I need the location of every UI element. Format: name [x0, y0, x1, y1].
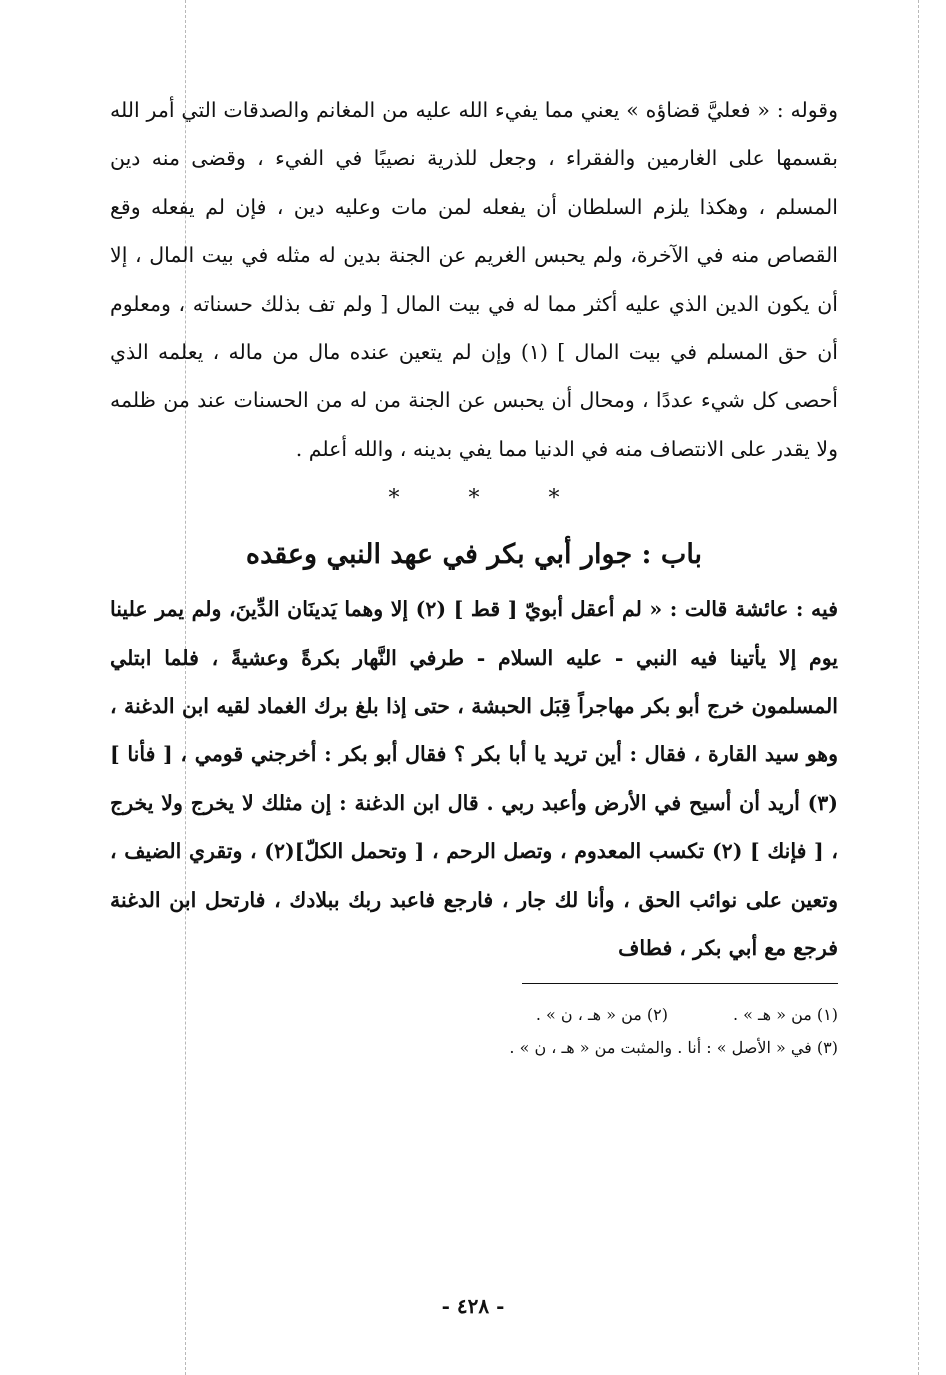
separator-star: * — [548, 486, 560, 512]
footnote-1: (١) من « هـ » . — [732, 1004, 838, 1024]
footnote-row — [110, 1031, 838, 1064]
footnote-2: (٢) من « هـ ، ن » . — [535, 1004, 668, 1024]
commentary-paragraph: وقوله : « فعليَّ قضاؤه » يعني مما يفيء الله عليه من المغانم والصدقات التي أمر الله بقسمها على الغارمين والفقراء ، وجعل للذرية نصيبًا في الفيء ، وقضى منه دين المسلم ، وهكذا يلزم السلطان أن يفعله لمن مات وعليه دين ، فإن لم يفعله وقع القصاص منه في الآخرة، ولم يحبس الغريم عن الجنة بدين له مثله في بيت المال ، إلا أن يكون الدين الذي عليه أكثر مما له في بيت المال [ ولم تف بذلك حسناته ، ومعلوم أن حق المسلم في بيت المال ] (١) وإن لم يتعين عنده مال من ماله ، يعلمه الذي أحصى كل شيء عددًا ، ومحال أن يحبس عن الجنة من له من الحسنات عند من ظلمه ولا يقدر على الانتصاف منه في الدنيا مما يفي بدينه ، والله أعلم . — [110, 98, 838, 461]
scan-guide-line — [918, 0, 919, 1375]
section-separator — [110, 479, 838, 519]
chapter-title: باب : جوار أبي بكر في عهد النبي وعقده — [245, 539, 703, 571]
page-number: - ٤٢٨ - — [441, 1294, 505, 1318]
hadith-paragraph: فيه : عائشة قالت : « لم أعقل أبويّ [ قط ] (٢) إلا وهما يَدينَان الدِّينَ، ولم يمر علينا يوم إلا يأتينا فيه النبي - عليه السلام - طرفي النَّهار بكرةً وعشيةً ، فلما ابتلي المسلمون خرج أبو بكر مهاجراً قِبَل الحبشة ، حتى إذا بلغ برك الغماد لقيه ابن الدغنة ، وهو سيد القارة ، فقال : أين تريد يا أبا بكر ؟ فقال أبو بكر : أخرجني قومي ، [ فأنا ] (٣) أريد أن أسيح في الأرض وأعبد ربي . قال ابن الدغنة : إن مثلك لا يخرج ولا يخرج ، [ فإنك ] (٢) تكسب المعدوم ، وتصل الرحم ، [ وتحمل الكلّ](٢) ، وتقري الضيف ، وتعين على نوائب الحق ، وأنا لك جار ، فارجع فاعبد ربك ببلادك ، فارتحل ابن الدغنة فرجع مع أبي بكر ، فطاف — [110, 597, 839, 961]
footnote-divider — [522, 983, 838, 984]
separator-star: * — [388, 486, 400, 512]
separator-star: * — [468, 486, 480, 512]
footnote-row — [110, 998, 838, 1031]
footnote-3: (٣) في « الأصل » : أنا . والمثبت من « هـ ، ن » . — [509, 1037, 838, 1057]
footnotes — [110, 998, 838, 1064]
page-body — [110, 86, 838, 1064]
